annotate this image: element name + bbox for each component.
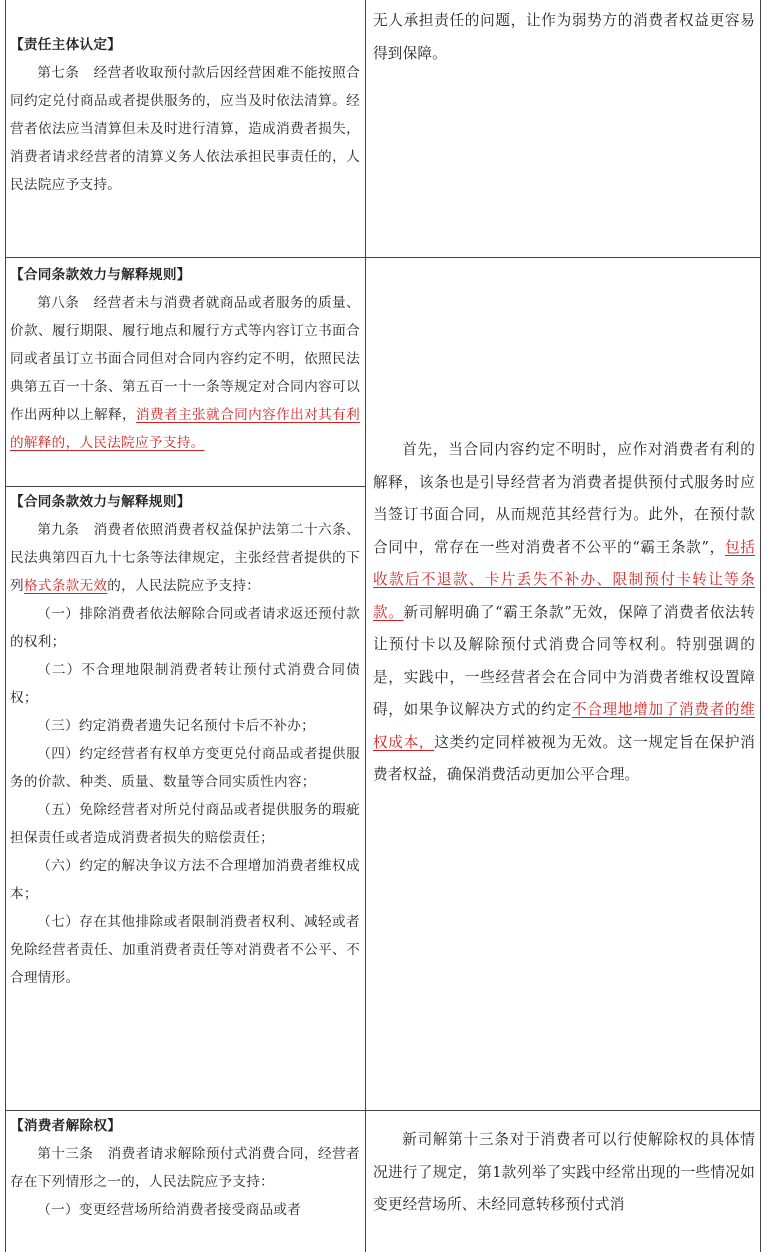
list-item: （三）约定消费者遗失记名预付卡后不补办；	[37, 718, 316, 734]
article-label: 第九条	[37, 522, 80, 538]
commentary-paragraph: 新司解第十三条对于消费者可以行使解除权的具体情况进行了规定，第1款列举了实践中经常出现的一些情况如变更经营场所、未经同意转移预付式消	[373, 1131, 755, 1213]
list-item: （五）免除经营者对所兑付商品或者提供服务的瑕疵担保责任或者造成消费者损失的赔偿责任；	[10, 802, 360, 846]
list-item: （七）存在其他排除或者限制消费者权利、减轻或者免除经营者责任、加重消费者责任等对消费者不公平、不合理情形。	[10, 914, 360, 986]
article-label: 第十三条	[37, 1146, 94, 1162]
article-text: 消费者依照消费者权益保护法第二十六条、民法典第四百九十七条等法律规定，主张经营者提供的下列	[10, 522, 360, 594]
section-heading: 【消费者解除权】	[10, 1118, 122, 1134]
commentary-paragraph	[373, 434, 755, 792]
highlighted-text: 格式条款无效	[23, 578, 108, 594]
row2-right-cell	[373, 434, 755, 1108]
article-text: 的，人民法院应予支持：	[107, 578, 261, 594]
list-item: （六）约定的解决争议方法不合理增加消费者维权成本；	[10, 858, 360, 902]
article-text: 经营者收取预付款后因经营困难不能按照合同约定兑付商品或者提供服务的，应当及时依法清算。经营者依法应当清算但未及时进行清算，造成消费者损失，消费者请求经营者的清算义务人依法承担民事责任的，人民法院应予支持。	[10, 65, 360, 193]
row-divider-2	[5, 1110, 761, 1111]
article-label: 第八条	[37, 295, 80, 311]
article-label: 第七条	[37, 65, 80, 81]
section-heading: 【责任主体认定】	[10, 37, 122, 53]
list-item: （一）排除消费者依法解除合同或者请求返还预付款的权利；	[10, 606, 360, 650]
row2-left-bottom-cell	[10, 488, 360, 1108]
commentary-text: 新司解明确了“霸王条款”无效，保障了消费者依法转让预付卡以及解除预付式消费合同等权利。特别强调的是，实践中，一些经营者会在合同中为消费者维权设置障碍，如果争议解决方式的约定	[373, 603, 755, 718]
article-paragraph	[10, 289, 360, 457]
row-divider-left-inner	[5, 486, 366, 487]
commentary-text: 这类约定同样被视为无效。这一规定旨在保护消费者权益，确保消费活动更加公平合理。	[373, 733, 755, 783]
table-border-right	[760, 0, 761, 1252]
highlighted-text: 消费者主张就合同内容作出对其有利的解释的，人民法院应予支持。	[10, 407, 360, 451]
table-column-divider	[365, 0, 366, 1252]
row-divider-1	[5, 257, 761, 258]
article-text: 消费者请求解除预付式消费合同，经营者存在下列情形之一的，人民法院应予支持：	[10, 1146, 360, 1190]
article-paragraph	[10, 516, 360, 600]
list-item: （一）变更经营场所给消费者接受商品或者	[37, 1202, 302, 1218]
row1-left-cell	[10, 31, 360, 253]
row2-left-top-cell	[10, 261, 360, 485]
section-heading: 【合同条款效力与解释规则】	[10, 267, 191, 283]
row3-left-cell	[10, 1112, 360, 1252]
commentary-text: 首先，当合同内容约定不明时，应作对消费者有利的解释，该条也是引导经营者为消费者提供预付式服务时应当签订书面合同，从而规范其经营行为。此外，在预付款合同中，常存在一些对消费者不公平的“霸王条款”，	[373, 441, 755, 556]
table-border-left	[5, 0, 6, 1252]
list-item: （二）不合理地限制消费者转让预付式消费合同债权；	[10, 662, 360, 706]
highlighted-text: 包括收款后不退款、卡片丢失不补办、限制预付卡转让等条款。	[373, 538, 755, 621]
row3-right-cell	[373, 1124, 755, 1252]
highlighted-text: 不合理地增加了消费者的维权成本，	[373, 701, 755, 751]
commentary-paragraph: 无人承担责任的问题，让作为弱势方的消费者权益更容易得到保障。	[373, 12, 755, 62]
article-text: 经营者未与消费者就商品或者服务的质量、价款、履行期限、履行地点和履行方式等内容订立书面合同或者虽订立书面合同但对合同内容约定不明，依照民法典第五百一十条、第五百一十一条等规定对合同内容可以作出两种以上解释，	[10, 295, 360, 423]
row1-right-cell	[373, 5, 755, 255]
article-paragraph	[10, 59, 360, 199]
article-paragraph	[10, 1140, 360, 1196]
section-heading: 【合同条款效力与解释规则】	[10, 494, 191, 510]
list-item: （四）约定经营者有权单方变更兑付商品或者提供服务的价款、种类、质量、数量等合同实质性内容；	[10, 746, 360, 790]
